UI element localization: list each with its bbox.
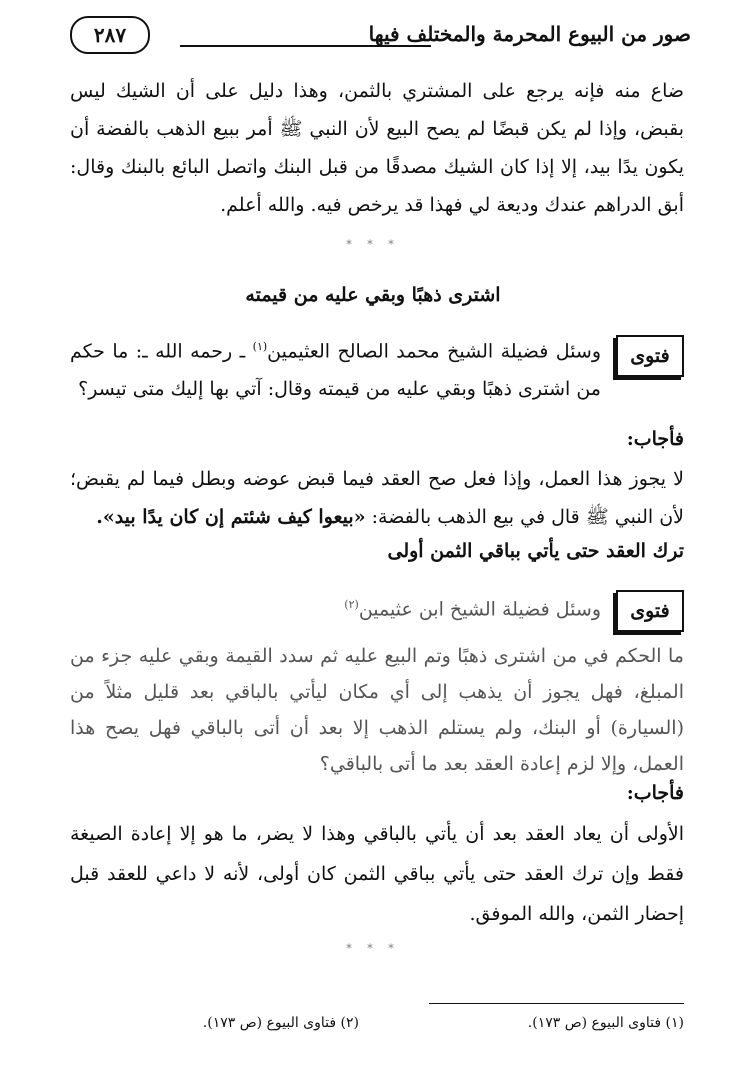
fatwa-label-box: فتوى bbox=[616, 590, 684, 632]
fatwa-label-box: فتوى bbox=[616, 335, 684, 377]
fatwa-1-question-rest: ـ رحمه الله ـ: ما حكم من اشترى ذهبًا وبقي عليه من قيمته وقال: آتي بها إليك متى تيسر؟ bbox=[70, 340, 601, 401]
fatwa-2-answer-label: فأجاب: bbox=[626, 782, 684, 804]
footnote-1: (١) فتاوى البيوع (ص ١٧٣). bbox=[527, 1015, 684, 1031]
fatwa-2-answer: الأولى أن يعاد العقد بعد أن يأتي بالباقي وهذا لا يضر، ما هو إلا إعادة الصيغة فقط وإن ترك العقد حتى يأتي بباقي الثمن كان أولى، لأنه لا داعي للعقد قبل إحضار الثمن، والله الموفق. bbox=[70, 823, 684, 925]
paragraph-continuation: ضاع منه فإنه يرجع على المشتري بالثمن، وهذا دليل على أن الشيك ليس بقبض، وإذا لم يكن قبضًا لم يصح البيع لأن النبي ﷺ أمر ببيع الذهب بالفضة أن يكون يدًا بيد، إلا إذا كان الشيك مصدقًا من قبل البنك واتصل البائع بالبنك وقال: أبق الدراهم عندك وديعة لي فهذا قد يرخص فيه. والله أعلم. bbox=[70, 80, 684, 216]
footnote-ref-1: (١) bbox=[252, 340, 268, 353]
separator-stars: * * * bbox=[346, 238, 400, 251]
fatwa-1-question bbox=[70, 328, 601, 408]
subheading-bold: ترك العقد حتى يأتي بباقي الثمن أولى bbox=[387, 540, 684, 562]
page-header bbox=[70, 16, 691, 62]
footnote-2: (٢) فتاوى البيوع (ص ١٧٣). bbox=[202, 1015, 359, 1031]
separator-stars: * * * bbox=[346, 942, 400, 955]
footnote-ref-2: (٢) bbox=[344, 598, 359, 611]
fatwa-2-question-first: وسئل فضيلة الشيخ ابن عثيمين bbox=[358, 598, 601, 621]
section-heading: اشترى ذهبًا وبقي عليه من قيمته bbox=[245, 284, 501, 306]
fatwa-2-question: ما الحكم في من اشترى ذهبًا وتم البيع عليه ثم سدد القيمة وبقي عليه جزء من المبلغ، فهل يجوز أن يذهب إلى أي مكان ليأتي بالباقي بعد قليل مثلاً من (السيارة) أو البنك، ولم يستلم الذهب إلا بعد أن أتى بالباقي فهل يصح هذا العمل، وإلا لزم إعادة العقد بعد ما أتى بالباقي؟ bbox=[70, 645, 684, 775]
header-rule bbox=[180, 45, 431, 47]
fatwa-1-answer bbox=[70, 460, 684, 536]
fatwa-1-question-start: وسئل فضيلة الشيخ محمد الصالح العثيمين bbox=[267, 340, 601, 363]
hadith-quote: «بيعوا كيف شئتم إن كان يدًا بيد». bbox=[96, 506, 366, 528]
footnote-rule bbox=[429, 1003, 684, 1004]
fatwa-2-question-start bbox=[70, 586, 601, 628]
running-title: صور من البيوع المحرمة والمختلف فيها bbox=[368, 22, 691, 46]
fatwa-1-answer-label: فأجاب: bbox=[626, 428, 684, 450]
page-number-badge: ٢٨٧ bbox=[70, 16, 150, 54]
fatwa-1-answer-text: لا يجوز هذا العمل، وإذا فعل صح العقد فيما قبض عوضه وبطل فيما لم يقبض؛ لأن النبي ﷺ قال في بيع الذهب بالفضة: bbox=[70, 468, 684, 528]
